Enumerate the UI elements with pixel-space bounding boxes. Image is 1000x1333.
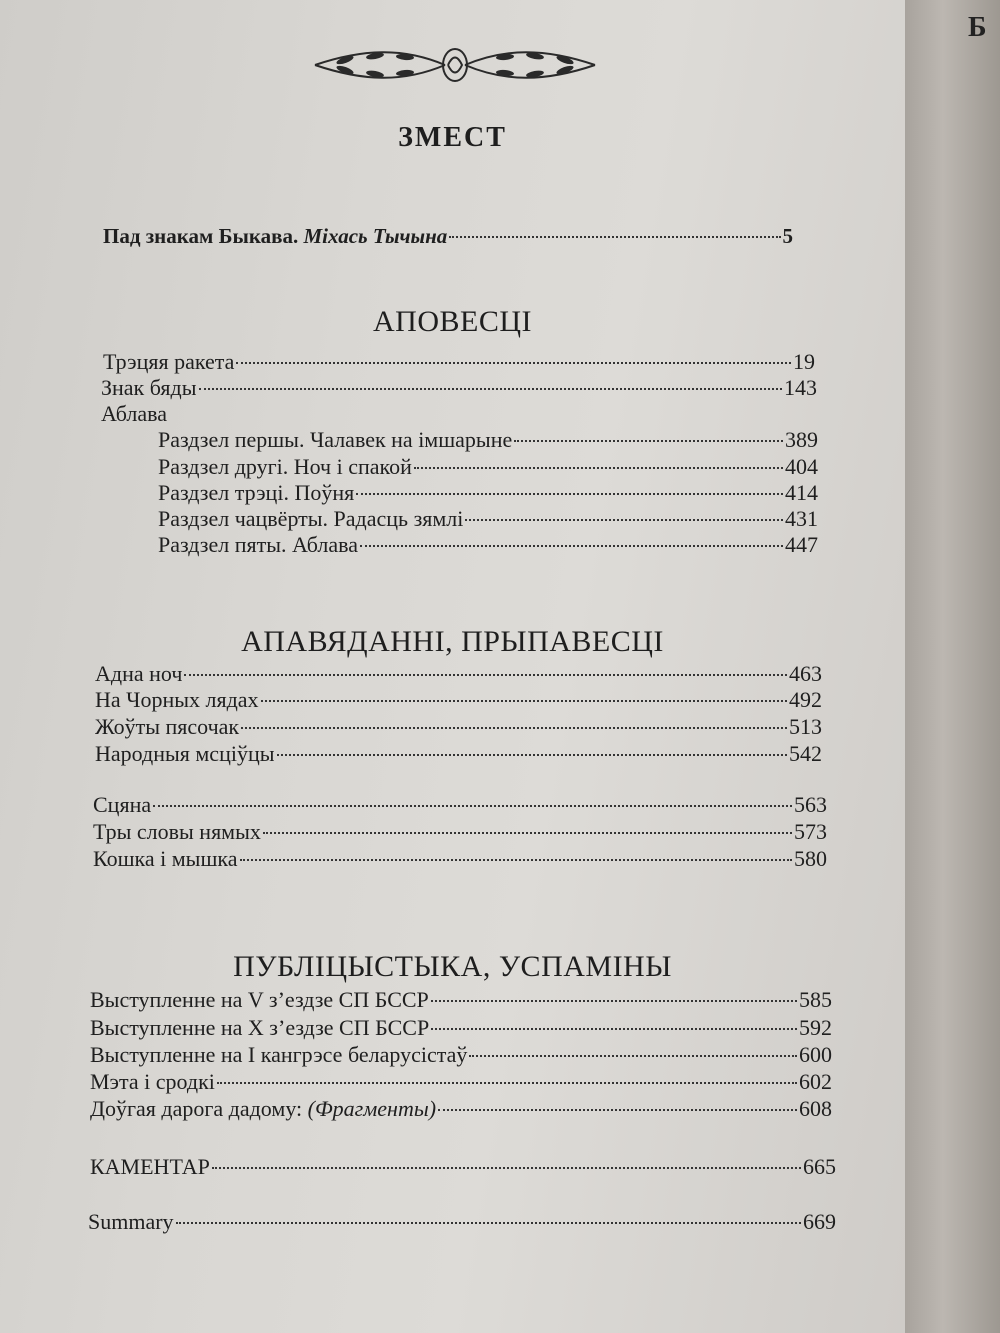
page-number: 414 [785,480,818,505]
section-heading-essays: ПУБЛІЦЫСТЫКА, УСПАМІНЫ [233,950,672,983]
leader-dots [414,466,783,469]
page-number: 5 [782,224,793,248]
toc-entry[interactable] [90,1068,832,1096]
leader-dots [212,1166,801,1169]
toc-entry-intro[interactable] [103,222,793,250]
entry-title: Раздзел трэці. Поўня [158,480,355,505]
toc-subentry[interactable] [158,505,818,533]
toc-entry[interactable] [90,1041,832,1069]
entry-title: Выступленне на X з’ездзе СП БССР [90,1015,430,1040]
toc-entry[interactable] [90,986,832,1014]
toc-entry[interactable] [95,740,822,768]
page-number: 573 [794,819,827,844]
leader-dots [431,1027,797,1030]
leader-dots [261,699,787,702]
toc-entry[interactable] [95,713,822,741]
page-number: 600 [799,1042,832,1067]
toc-entry-summary[interactable] [88,1208,836,1236]
leader-dots [153,804,792,807]
page-number: 608 [799,1096,832,1121]
toc-subentry[interactable] [158,426,818,454]
page-number: 563 [794,792,827,817]
page-number: 463 [789,661,822,686]
toc-subentry[interactable] [158,531,818,559]
entry-title: Адна ноч [95,661,183,686]
page-number: 404 [785,454,818,479]
leader-dots [514,439,783,442]
leader-dots [217,1081,797,1084]
entry-title: Тры словы нямых [93,819,261,844]
entry-title: Раздзел другі. Ноч і спакой [158,454,412,479]
toc-entry-commentary[interactable] [90,1153,836,1181]
decorative-ornament [305,40,605,90]
toc-entry[interactable] [101,374,817,402]
intro-author: Міхась Тычына [303,224,448,248]
section-heading-novellas: АПОВЕСЦІ [373,305,532,338]
entry-title: Трэцяя ракета [103,349,235,374]
page-number: 492 [789,687,822,712]
leader-dots [465,518,783,521]
entry-title: Сцяна [93,792,152,817]
page-number: 542 [789,741,822,766]
toc-entry[interactable] [93,845,827,873]
page-number: 585 [799,987,832,1012]
leader-dots [241,726,787,729]
leader-dots [199,387,783,390]
page-number: 602 [799,1069,832,1094]
page-number: 592 [799,1015,832,1040]
leader-dots [360,544,783,547]
entry-title: Раздзел пяты. Аблава [158,532,358,557]
toc-entry[interactable] [90,1095,832,1123]
entry-title: Знак бяды [101,375,197,400]
page-number: 665 [803,1154,836,1179]
page-number: 19 [793,349,815,374]
toc-entry[interactable] [93,818,827,846]
entry-title: Раздзел чацвёрты. Радасць зямлі [158,506,464,531]
toc-group-title: Аблава [101,401,168,426]
entry-title: Выступленне на V з’ездзе СП БССР [90,987,429,1012]
entry-title: Мэта і сродкі [90,1069,215,1094]
entry-title-italic: (Фрагменты) [307,1096,437,1121]
leader-dots [356,492,783,495]
entry-title: Жоўты пясочак [95,714,240,739]
entry-title: КАМЕНТАР [90,1154,210,1179]
entry-title: Народныя мсціўцы [95,741,275,766]
entry-title: Выступленне на I кангрэсе беларусістаў [90,1042,468,1067]
entry-title: Summary [88,1209,174,1234]
entry-title: Кошка і мышка [93,846,238,871]
leader-dots [469,1054,797,1057]
page-number: 431 [785,506,818,531]
leader-dots [449,235,780,238]
intro-title: Пад знакам Быкава. [103,224,299,248]
page-number: 513 [789,714,822,739]
leader-dots [263,831,792,834]
leader-dots [240,858,792,861]
adjacent-page-edge [905,0,1000,1333]
section-heading-stories: АПАВЯДАННІ, ПРЫПАВЕСЦІ [241,625,664,658]
page-number: 669 [803,1209,836,1234]
toc-entry[interactable] [103,348,815,376]
entry-title: Раздзел першы. Чалавек на імшарыне [158,427,513,452]
leader-dots [236,361,791,364]
page-number: 389 [785,427,818,452]
toc-entry[interactable] [90,1014,832,1042]
page-number: 143 [784,375,817,400]
entry-title: На Чорных лядах [95,687,259,712]
leader-dots [176,1221,801,1224]
leader-dots [184,673,787,676]
toc-subentry[interactable] [158,479,818,507]
entry-title: Доўгая дарога дадому: [90,1096,303,1121]
contents-heading: ЗМЕСТ [398,122,507,153]
toc-entry[interactable] [95,686,822,714]
toc-entry[interactable] [95,660,822,688]
adjacent-page-letter: Б [968,12,987,43]
toc-subentry[interactable] [158,453,818,481]
leader-dots [277,753,787,756]
page-number: 447 [785,532,818,557]
toc-entry[interactable] [93,791,827,819]
page-number: 580 [794,846,827,871]
leader-dots [438,1108,797,1111]
leader-dots [431,999,797,1002]
